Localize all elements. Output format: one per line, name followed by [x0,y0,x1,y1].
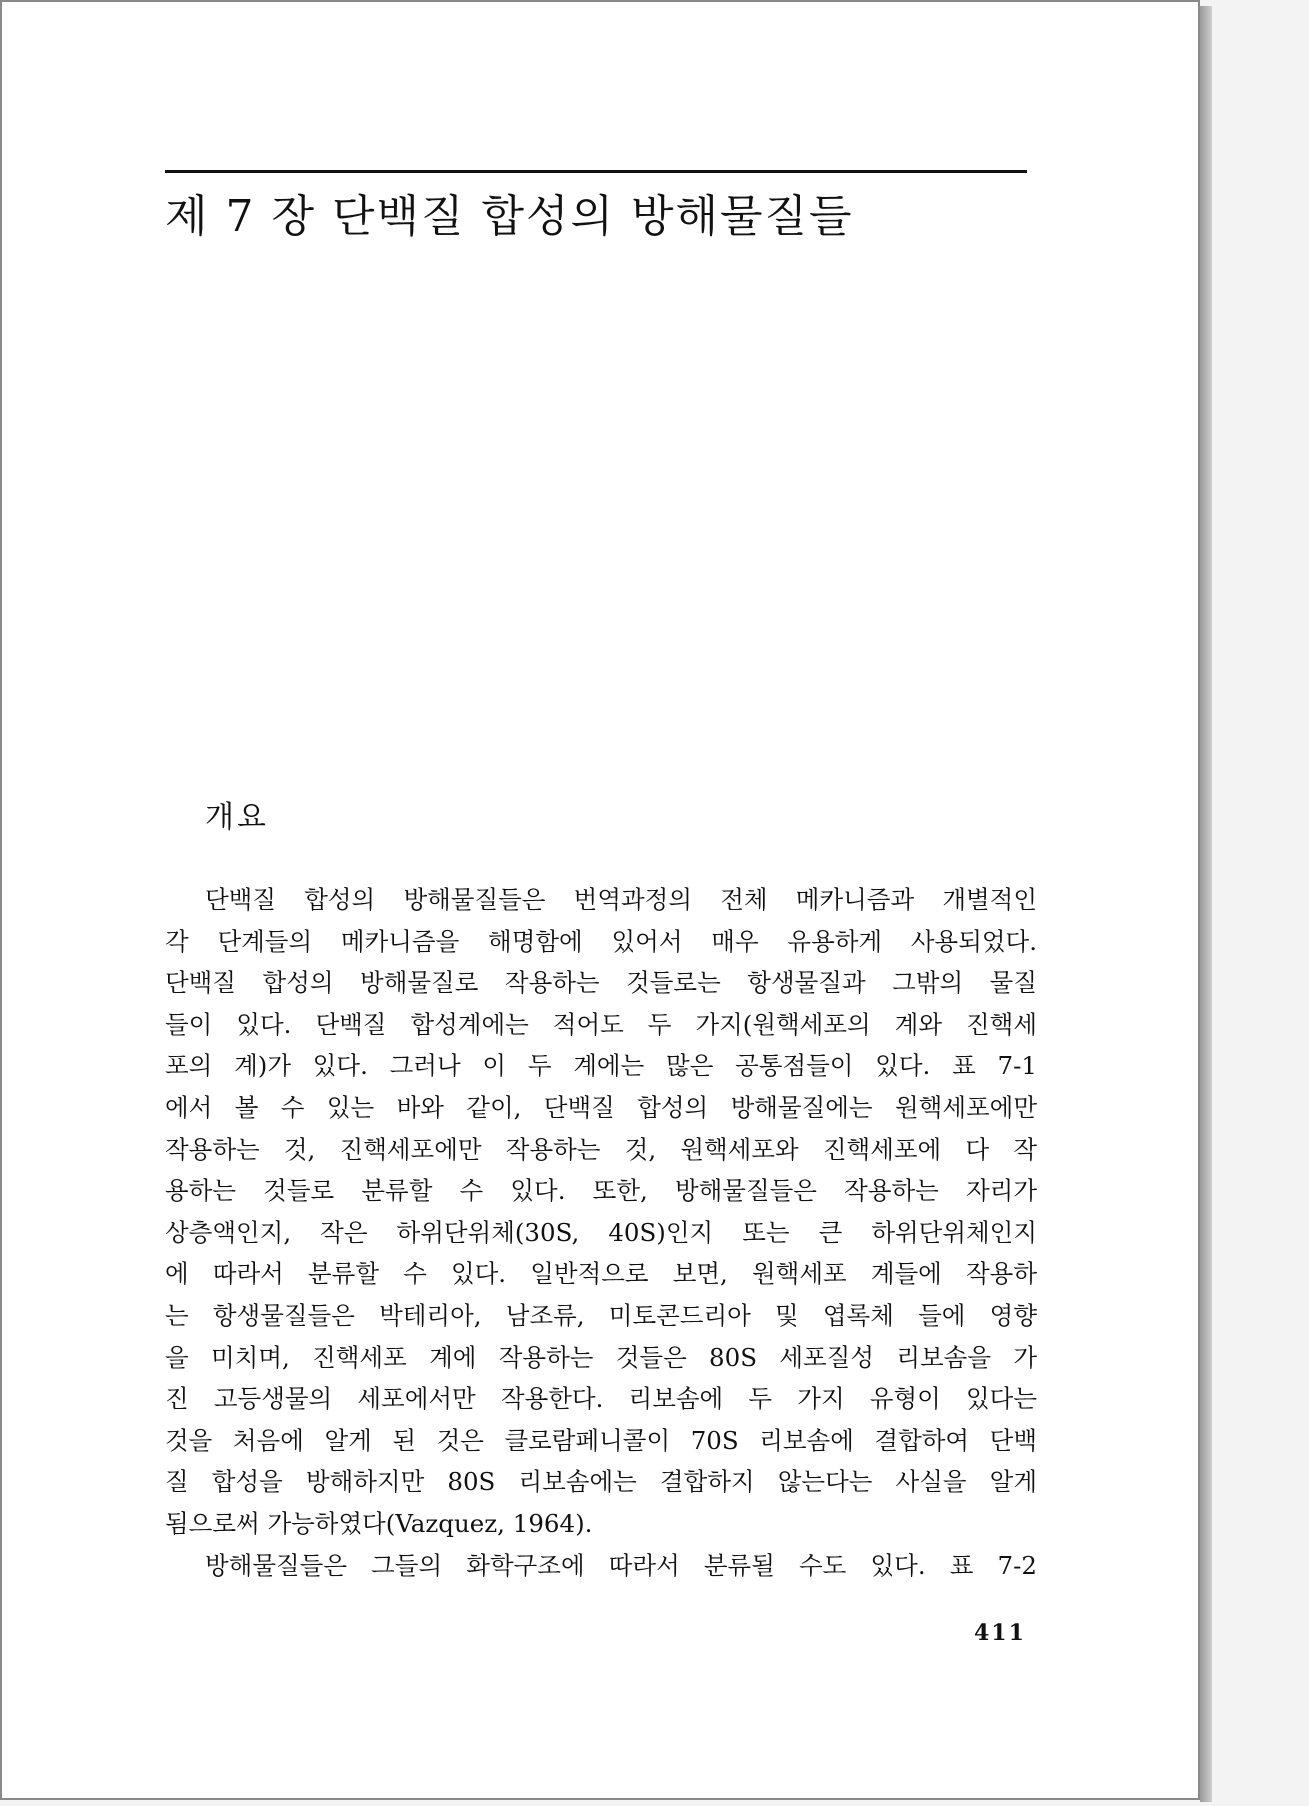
text-line: 을 미치며, 진핵세포 계에 작용하는 것들은 80S 세포질성 리보솜을 가 [165,1342,1037,1372]
chapter-title: 제 7 장 단백질 합성의 방해물질들 [165,191,854,242]
text-line: 용하는 것들로 분류할 수 있다. 또한, 방해물질들은 작용하는 자리가 [165,1176,1037,1206]
text-line: 포의 계)가 있다. 그러나 이 두 계에는 많은 공통점들이 있다. 표 7-1 [165,1051,1037,1081]
section-heading: 개요 [205,800,269,835]
text-line: 들이 있다. 단백질 합성계에는 적어도 두 가지(원핵세포의 계와 진핵세 [165,1009,1037,1039]
text-line: 에 따라서 분류할 수 있다. 일반적으로 보면, 원핵세포 계들에 작용하 [165,1259,1037,1289]
text-line: 는 항생물질들은 박테리아, 남조류, 미토콘드리아 및 엽록체 들에 영향 [165,1300,1037,1330]
text-line: 질 합성을 방해하지만 80S 리보솜에는 결합하지 않는다는 사실을 알게 [165,1467,1037,1497]
text-line: 됨으로써 가능하였다(Vazquez, 1964). [165,1508,593,1538]
text-line: 단백질 합성의 방해물질로 작용하는 것들로는 항생물질과 그밖의 물질 [165,968,1037,998]
text-line: 상층액인지, 작은 하위단위체(30S, 40S)인지 또는 큰 하위단위체인지 [165,1217,1037,1247]
text-line: 각 단계들의 메카니즘을 해명함에 있어서 매우 유용하게 사용되었다. [165,926,1037,956]
text-line: 진 고등생물의 세포에서만 작용한다. 리보솜에 두 가지 유형이 있다는 [165,1384,1037,1414]
text-line: 에서 볼 수 있는 바와 같이, 단백질 합성의 방해물질에는 원핵세포에만 [165,1092,1037,1122]
text-line: 것을 처음에 알게 된 것은 클로람페니콜이 70S 리보솜에 결합하여 단백 [165,1425,1037,1455]
text-line: 작용하는 것, 진핵세포에만 작용하는 것, 원핵세포와 진핵세포에 다 작 [165,1134,1037,1164]
body-text [165,879,1037,1586]
text-line: 단백질 합성의 방해물질들은 번역과정의 전체 메카니즘과 개별적인 [205,885,1037,914]
text-line: 방해물질들은 그들의 화학구조에 따라서 분류될 수도 있다. 표 7-2 [205,1550,1037,1580]
page-number: 411 [974,1620,1026,1646]
page-edge-shadow [1200,6,1212,1802]
chapter-rule [165,170,1027,173]
